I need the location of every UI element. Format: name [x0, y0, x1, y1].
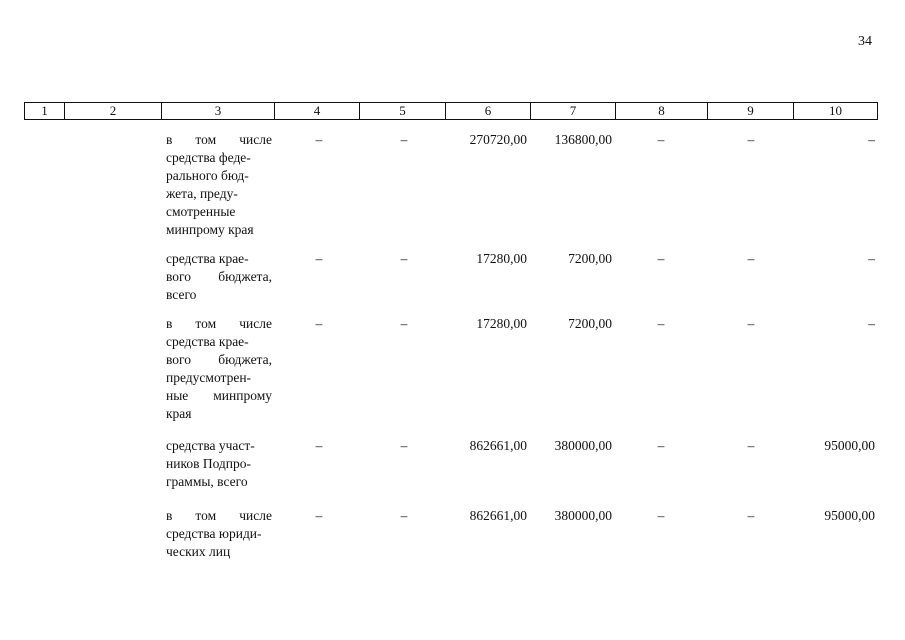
cell-col10: 95000,00 [824, 508, 875, 523]
cell-col8: – [657, 132, 665, 147]
cell-col5: – [400, 251, 408, 266]
cell-col4: – [315, 316, 323, 331]
cell-col5: – [400, 438, 408, 453]
row-description: средства крае- вого бюджета, всего [166, 251, 272, 302]
cell-col9: – [747, 251, 755, 266]
row-description: средства участ- ников Подпро- граммы, всего [166, 438, 255, 489]
cell-col10: – [868, 251, 875, 266]
column-header-7: 7 [531, 103, 616, 120]
column-header-9: 9 [708, 103, 794, 120]
cell-col9: – [747, 438, 755, 453]
cell-col8: – [657, 316, 665, 331]
cell-col7: 136800,00 [554, 132, 612, 147]
cell-col8: – [657, 438, 665, 453]
page-number: 34 [858, 34, 872, 49]
cell-col9: – [747, 508, 755, 523]
cell-col6: 17280,00 [476, 316, 527, 331]
cell-col10: 95000,00 [824, 438, 875, 453]
cell-col4: – [315, 508, 323, 523]
column-header-row [25, 103, 878, 120]
column-header-5: 5 [360, 103, 446, 120]
column-header-8: 8 [616, 103, 708, 120]
column-header-10: 10 [794, 103, 878, 120]
cell-col8: – [657, 251, 665, 266]
cell-col8: – [657, 508, 665, 523]
cell-col9: – [747, 316, 755, 331]
cell-col6: 270720,00 [469, 132, 527, 147]
cell-col5: – [400, 508, 408, 523]
cell-col7: 7200,00 [568, 251, 612, 266]
cell-col6: 862661,00 [469, 508, 527, 523]
column-header-1: 1 [25, 103, 65, 120]
column-header-4: 4 [275, 103, 360, 120]
cell-col7: 380000,00 [554, 508, 612, 523]
cell-col4: – [315, 132, 323, 147]
cell-col5: – [400, 316, 408, 331]
cell-col6: 17280,00 [476, 251, 527, 266]
row-description: в том числе средства феде- рального бюд- жета, преду- смотренные минпрому края [166, 132, 272, 237]
column-header-2: 2 [65, 103, 162, 120]
cell-col4: – [315, 438, 323, 453]
column-header-3: 3 [162, 103, 275, 120]
row-description: в том числе средства юриди- ческих лиц [166, 508, 272, 559]
cell-col10: – [868, 132, 875, 147]
cell-col6: 862661,00 [469, 438, 527, 453]
column-header-table [24, 102, 878, 120]
cell-col10: – [868, 316, 875, 331]
cell-col5: – [400, 132, 408, 147]
row-description: в том числе средства крае- вого бюджета, предусмотрен- ные минпрому края [166, 316, 272, 421]
cell-col7: 7200,00 [568, 316, 612, 331]
cell-col4: – [315, 251, 323, 266]
column-header-6: 6 [446, 103, 531, 120]
cell-col9: – [747, 132, 755, 147]
cell-col7: 380000,00 [554, 438, 612, 453]
